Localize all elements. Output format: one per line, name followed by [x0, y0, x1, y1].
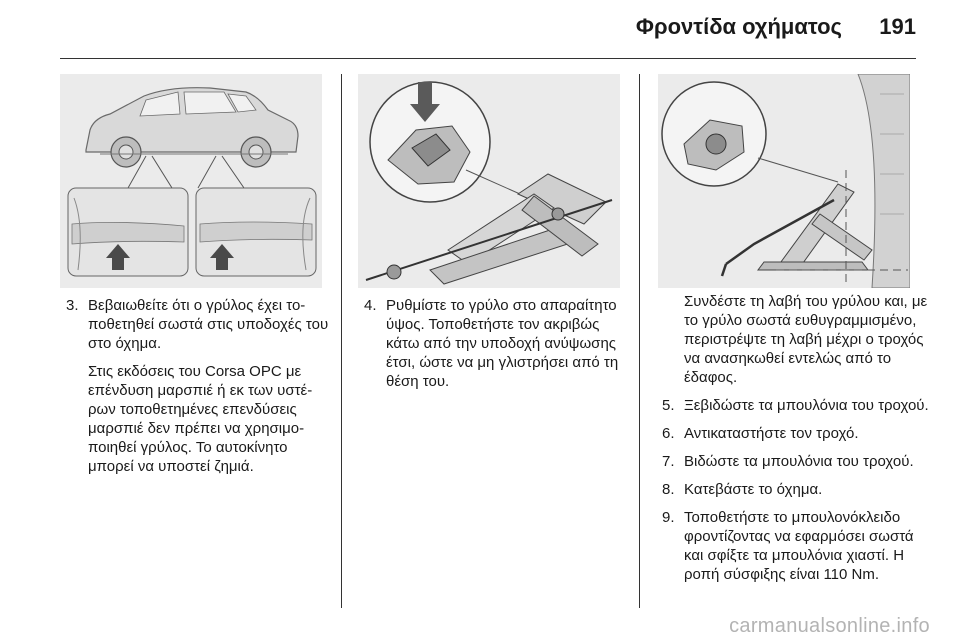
jack-height-adjustment-illustration: [358, 74, 620, 288]
list-item: [658, 396, 930, 415]
instruction-column: [360, 296, 628, 400]
step-text: Βεβαιωθείτε ότι ο γρύλος έχει τοποθετηθεί σωστά στις υποδοχές του στο όχημα.: [88, 297, 329, 352]
instruction-column: [62, 296, 334, 485]
step-text: Βιδώστε τα μπουλόνια του τροχού.: [684, 453, 914, 470]
step-number: 4.: [364, 297, 377, 314]
step-text: Ρυθμίστε το γρύλο στο απαραίτητο ύψος. Τοποθετήστε τον ακριβώς κάτω από την υποδοχή ανύψωσης έτσι, ώστε να μη γλιστρήσει από τη θέση του.: [386, 297, 619, 390]
list-item: [658, 480, 930, 499]
step-number: 7.: [662, 453, 675, 470]
step-number: 5.: [662, 397, 675, 414]
page-number: 191: [879, 14, 916, 39]
step-text: Τοποθετήστε το μπουλονόκλειδο φροντίζοντας να εφαρμόσει σωστά και σφίξτε τα μπουλόνια χιαστί. Η ροπή σύσφιξης είναι 110 Nm.: [684, 509, 914, 583]
watermark: carmanualsonline.info: [729, 615, 930, 637]
step-text: Κατεβάστε το όχημα.: [684, 481, 823, 498]
note-paragraph: Στις εκδόσεις του Corsa OPC με επένδυση μαρσπιέ ή εκ των υστέρων τοποθετημένες επενδύσεις μαρσπιέ δεν πρέπει να χρησιμοποιηθεί γρύλος. Το αυτοκίνητο μπορεί να υποστεί ζημιά.: [88, 363, 313, 475]
intro-paragraph: Συνδέστε τη λαβή του γρύλου και, με το γρύλο σωστά ευθυγραμμισμένο, περιστρέψτε τη λαβή μέχρι ο τροχός να ανασηκωθεί εντελώς από το έδαφος.: [684, 293, 928, 386]
page-title: Φροντίδα οχήματος: [635, 14, 842, 39]
step-text: Αντικαταστήστε τον τροχό.: [684, 425, 859, 442]
jack-crank-raise-illustration: [658, 74, 910, 288]
step-number: 3.: [66, 297, 79, 314]
step-number: 6.: [662, 425, 675, 442]
step-number: 8.: [662, 481, 675, 498]
car-jack-points-illustration: [60, 74, 322, 288]
list-item: [658, 452, 930, 471]
list-item: [62, 296, 334, 353]
list-item: [658, 508, 930, 584]
column-divider: [639, 74, 640, 608]
step-text: Ξεβιδώστε τα μπουλόνια του τροχού.: [684, 397, 929, 414]
instruction-column: [658, 292, 930, 593]
step-number: 9.: [662, 509, 675, 526]
list-item: [658, 424, 930, 443]
header-divider: [60, 58, 916, 59]
column-divider: [341, 74, 342, 608]
list-item: [360, 296, 628, 391]
